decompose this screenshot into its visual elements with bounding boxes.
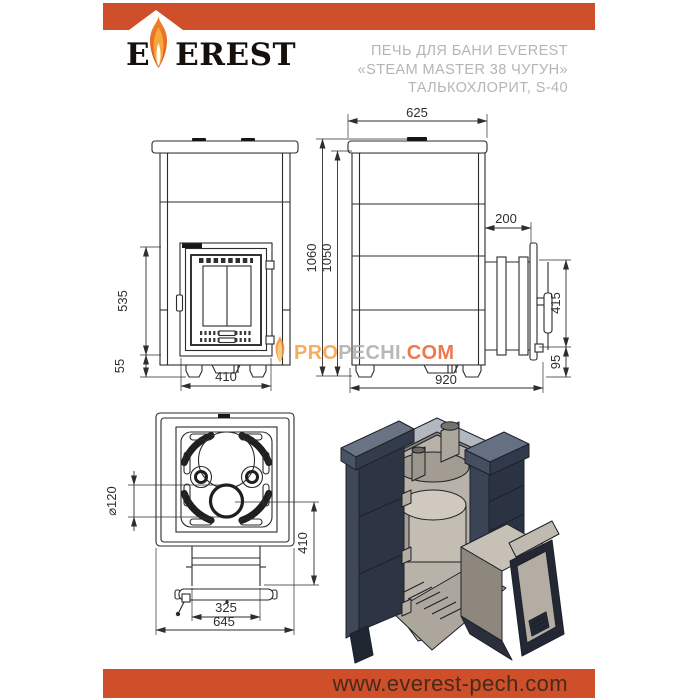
watermark-text-com: COM: [406, 342, 455, 364]
footer-bar: [103, 669, 595, 698]
brand-logo: [126, 37, 297, 80]
side-tunnel-door: [485, 243, 552, 360]
chimney-opening: [211, 485, 243, 517]
top-door-handle: [182, 594, 190, 602]
iso-cutaway-illustration: [341, 418, 564, 663]
product-title-line-3: ТАЛЬКОХЛОРИТ, S-40: [407, 80, 568, 96]
dim-side-door-height: 415: [548, 292, 563, 314]
watermark-text-pro: PRO: [294, 342, 339, 364]
dim-front-base-height: 55: [112, 358, 127, 374]
product-title-line-1: ПЕЧЬ ДЛЯ БАНИ EVEREST: [370, 43, 568, 59]
iso-firebox-door: [510, 540, 564, 656]
stone-column-left: [341, 421, 414, 663]
brand-logo-text-right: EREST: [175, 37, 297, 73]
side-feet: [356, 365, 481, 377]
dim-side-top-width: 625: [406, 105, 428, 120]
dim-top-tunnel-width: 325: [215, 600, 237, 615]
dim-side-height-max: 1060: [304, 243, 319, 273]
flame-icon: [146, 13, 171, 69]
dim-top-center-to-front: 410: [295, 532, 310, 554]
brand-logo-text-left: E: [126, 37, 151, 73]
product-title-line-2: «STEAM MASTER 38 ЧУГУН»: [357, 61, 568, 78]
watermark-flame-icon: [270, 334, 290, 363]
footer-url: www.everest-pech.com: [332, 671, 568, 696]
dim-top-total-width: 645: [213, 614, 235, 629]
dim-side-height-body: 1050: [319, 243, 334, 273]
door-hinge-top: [266, 261, 274, 269]
top-view-drawing: [104, 413, 319, 635]
watermark: [270, 334, 454, 363]
door-handle: [177, 295, 183, 311]
dim-front-door-height: 535: [115, 290, 130, 312]
dim-front-door-width: 410: [215, 369, 237, 384]
dim-side-tunnel-length: 200: [495, 211, 517, 226]
dim-side-door-bottom: 95: [548, 354, 563, 370]
product-title: [358, 42, 568, 98]
watermark-text-pechi: PECHI.: [338, 342, 407, 364]
dim-side-total-depth: 920: [435, 372, 457, 387]
front-door: [177, 243, 275, 356]
dim-top-chimney-diameter: ⌀120: [104, 486, 119, 516]
